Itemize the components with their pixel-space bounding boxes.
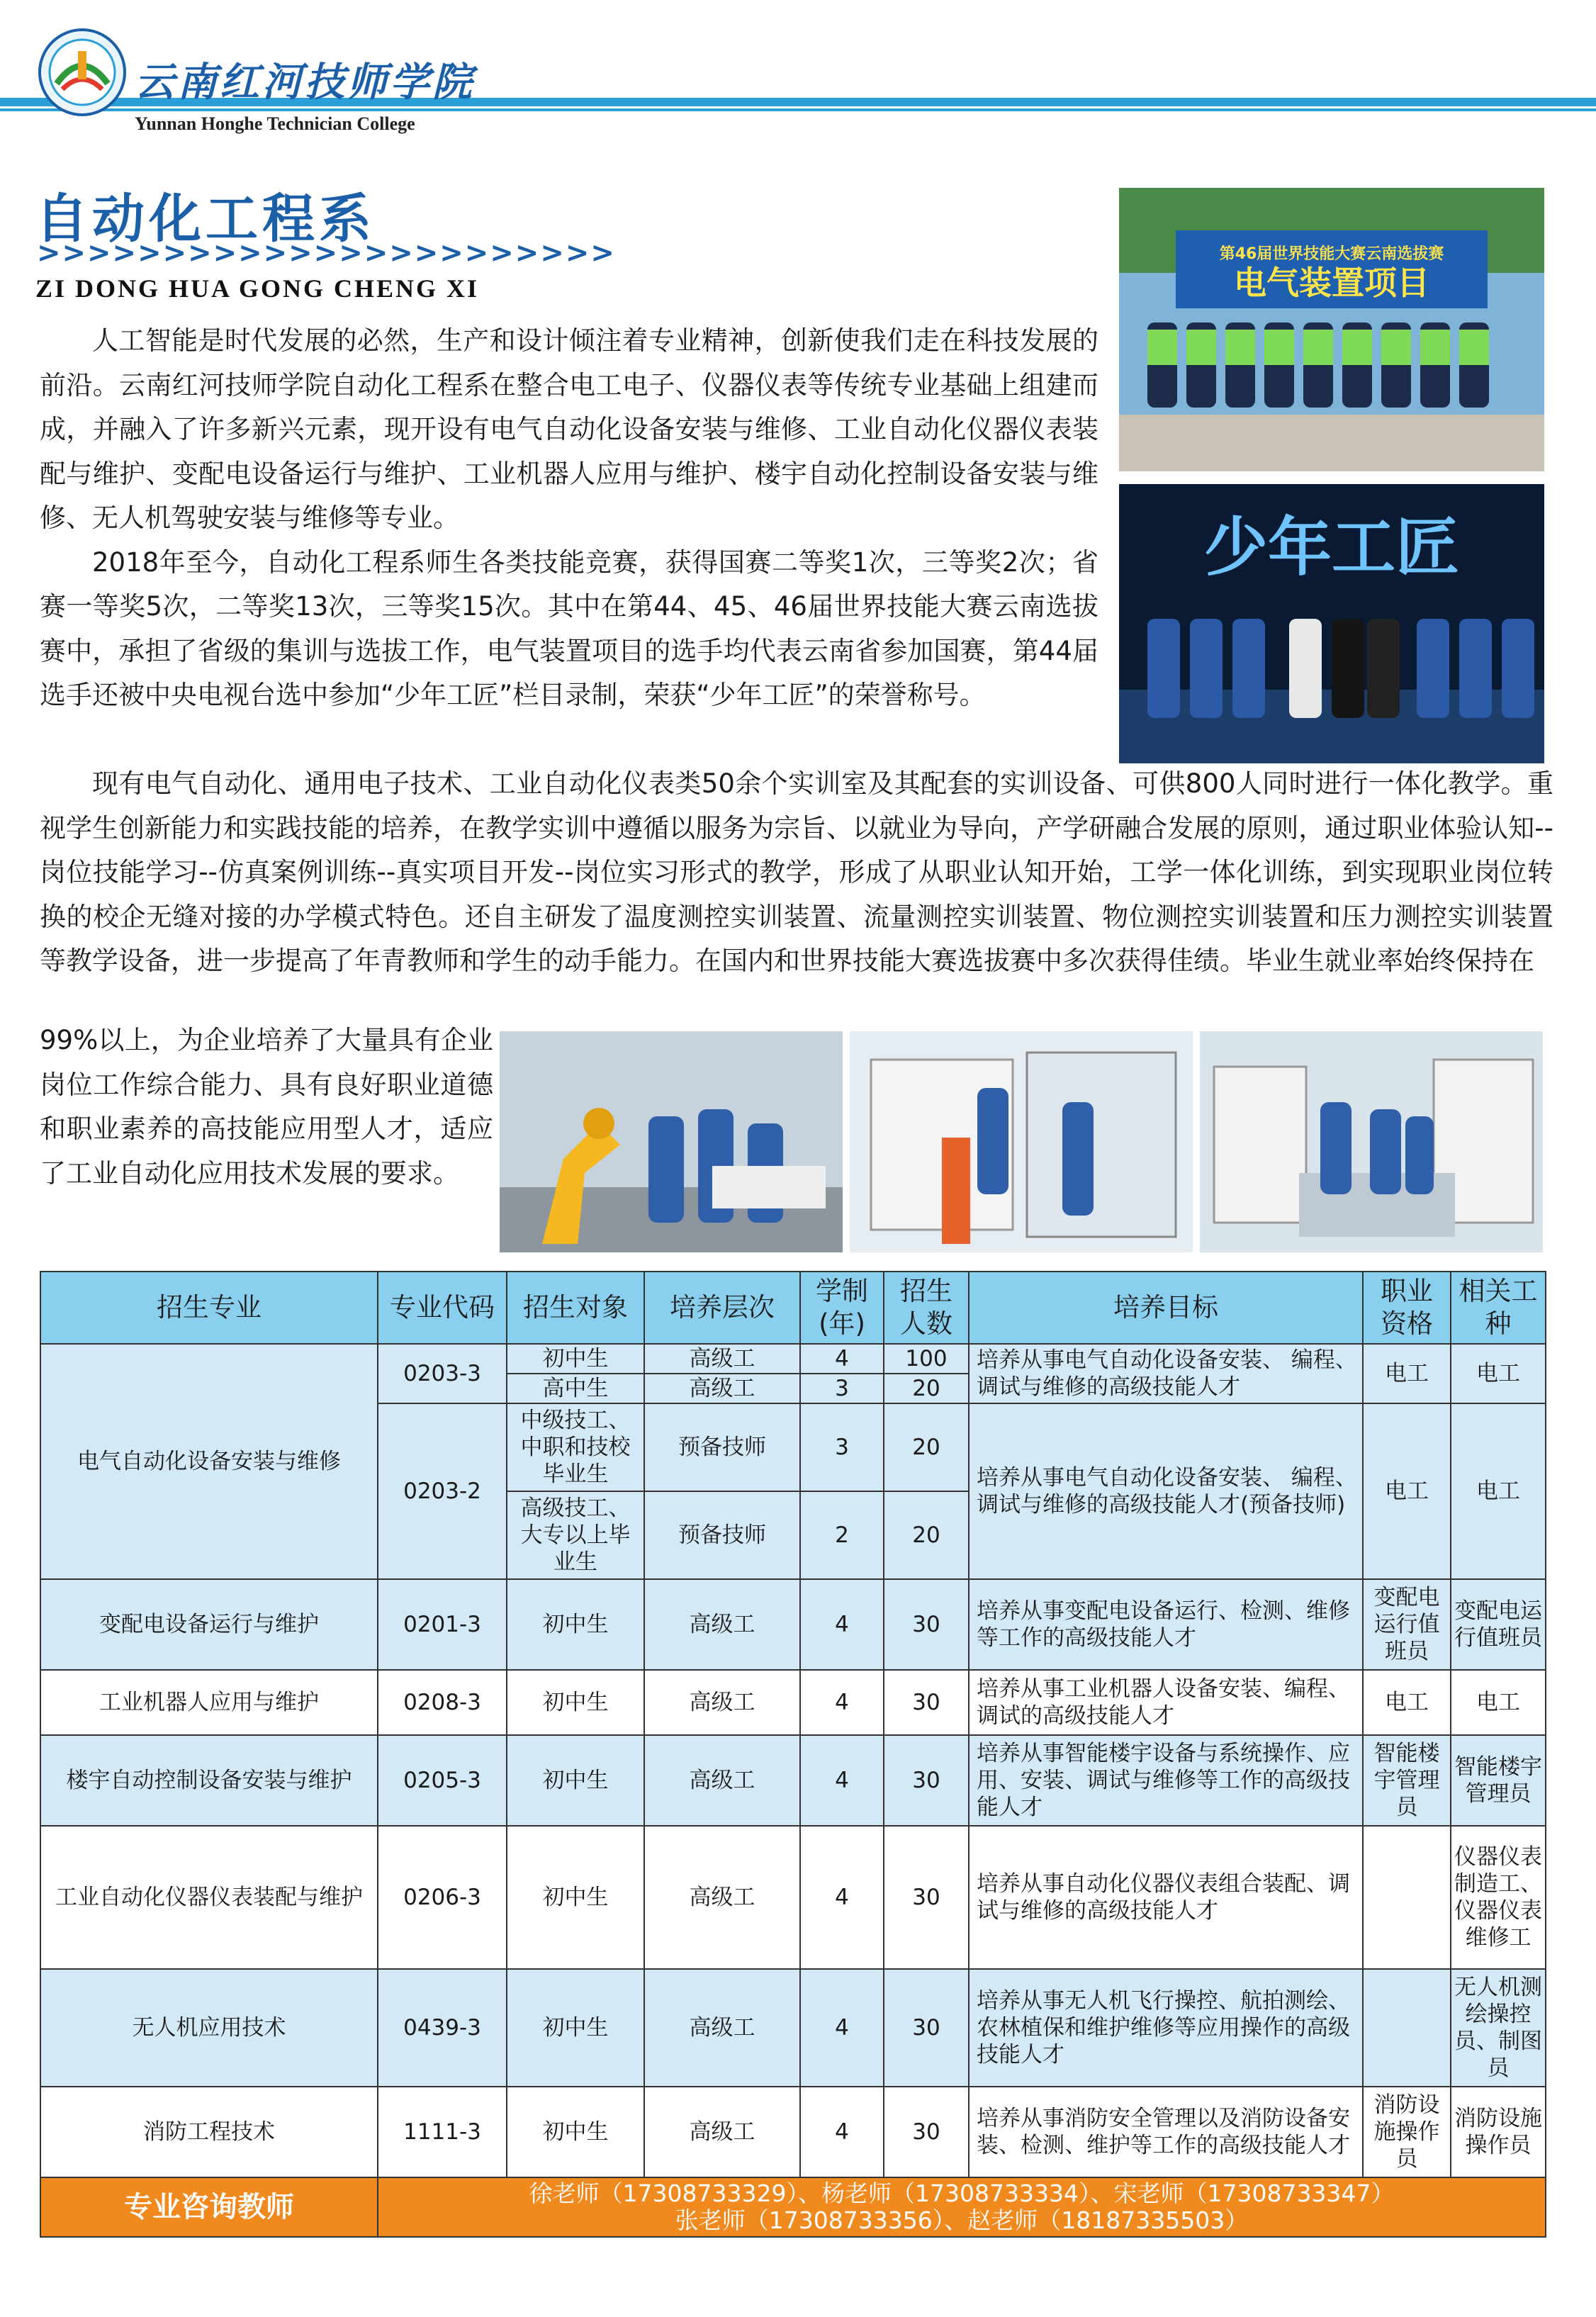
table-row: [40, 1344, 1546, 1374]
contact-label: 专业咨询教师: [40, 2177, 378, 2237]
facilities-section: [40, 762, 1553, 984]
goal-cell: 培养从事消防安全管理以及消防设备安装、检测、维护等工作的高级技能人才: [969, 2087, 1363, 2177]
years-cell: 2: [800, 1491, 884, 1579]
level-cell: 高级工: [644, 1826, 800, 1969]
qualification-cell: 消防设施操作员: [1363, 2087, 1451, 2177]
table-row: [40, 1670, 1546, 1735]
intro-section: [40, 319, 1098, 718]
level-cell: 高级工: [644, 1735, 800, 1826]
qualification-cell: 变配电运行值班员: [1363, 1579, 1451, 1670]
years-cell: 4: [800, 1670, 884, 1735]
target-cell: 中级技工、中职和技校毕业生: [507, 1403, 644, 1491]
target-cell: 高中生: [507, 1374, 644, 1403]
stage-logo: 少年工匠: [1204, 510, 1459, 585]
table-row: [40, 2087, 1546, 2177]
col-code: 专业代码: [378, 1272, 507, 1344]
awards-paragraph: 2018年至今，自动化工程系师生各类技能竞赛，获得国赛二等奖1次，三等奖2次；省赛一等奖5次，二等奖13次，三等奖15次。其中在第44、45、46届世界技能大赛云南选拔赛中，承担了省级的集训与选拔工作，电气装置项目的选手均代表云南省参加国赛，第44届选手还被中央电视台选中参加“少年工匠”栏目录制，荣获“少年工匠”的荣誉称号。: [40, 546, 1098, 710]
department-title: 自动化工程系: [35, 189, 376, 249]
major-cell: 消防工程技术: [40, 2087, 378, 2177]
code-cell: 0439-3: [378, 1969, 507, 2087]
employment-paragraph: 99%以上，为企业培养了大量具有企业岗位工作综合能力、具有良好职业道德和职业素养的高技能应用型人才，适应了工业自动化应用技术发展的要求。: [40, 1025, 493, 1189]
quota-cell: 20: [884, 1491, 969, 1579]
col-years: 学制(年): [800, 1272, 884, 1344]
photo-electrical-panel: [848, 1029, 1195, 1255]
col-level: 培养层次: [644, 1272, 800, 1344]
years-cell: 4: [800, 1826, 884, 1969]
years-cell: 4: [800, 1735, 884, 1826]
code-cell: 0203-2: [378, 1403, 507, 1579]
target-cell: 初中生: [507, 1826, 644, 1969]
qualification-cell: [1363, 1969, 1451, 2087]
table-row: [40, 1969, 1546, 2087]
goal-cell: 培养从事工业机器人设备安装、编程、调试的高级技能人才: [969, 1670, 1363, 1735]
quota-cell: 20: [884, 1403, 969, 1491]
level-cell: 高级工: [644, 1374, 800, 1403]
goal-cell: 培养从事无人机飞行操控、航拍测绘、农林植保和维护维修等应用操作的高级技能人才: [969, 1969, 1363, 2087]
quota-cell: 30: [884, 2087, 969, 2177]
years-cell: 4: [800, 1969, 884, 2087]
level-cell: 高级工: [644, 1579, 800, 1670]
goal-cell: 培养从事自动化仪器仪表组合装配、调试与维修的高级技能人才: [969, 1826, 1363, 1969]
target-cell: 初中生: [507, 1344, 644, 1374]
intro-paragraph: 人工智能是时代发展的必然，生产和设计倾注着专业精神，创新使我们走在科技发展的前沿。云南红河技师学院自动化工程系在整合电工电子、仪器仪表等传统专业基础上组建而成，并融入了许多新兴元素，现开设有电气自动化设备安装与维修、工业自动化仪器仪表装配与维护、变配电设备运行与维护、工业机器人应用与维护、楼宇自动化控制设备安装与维修、无人机驾驶安装与维修等专业。: [40, 325, 1098, 533]
years-cell: 4: [800, 1344, 884, 1374]
table-row: [40, 1826, 1546, 1969]
department-pinyin: ZI DONG HUA GONG CHENG XI: [35, 274, 480, 303]
target-cell: 初中生: [507, 1670, 644, 1735]
jobs-cell: 电工: [1451, 1403, 1546, 1579]
col-quota: 招生人数: [884, 1272, 969, 1344]
qualification-cell: 电工: [1363, 1344, 1451, 1403]
quota-cell: 30: [884, 1969, 969, 2087]
target-cell: 初中生: [507, 2087, 644, 2177]
school-name-cn: 云南红河技师学院: [135, 59, 475, 106]
employment-section: [40, 1019, 493, 1196]
qualification-cell: 智能楼宇管理员: [1363, 1735, 1451, 1826]
quota-cell: 20: [884, 1374, 969, 1403]
target-cell: 初中生: [507, 1735, 644, 1826]
major-cell: 无人机应用技术: [40, 1969, 378, 2087]
jobs-cell: 无人机测绘操控员、制图员: [1451, 1969, 1546, 2087]
major-cell: 楼宇自动控制设备安装与维护: [40, 1735, 378, 1826]
col-jobs: 相关工种: [1451, 1272, 1546, 1344]
quota-cell: 30: [884, 1826, 969, 1969]
major-cell: 工业自动化仪器仪表装配与维护: [40, 1826, 378, 1969]
contact-line-1: 徐老师（17308733329）、杨老师（17308733334）、宋老师（17308733347）: [529, 2179, 1395, 2207]
qualification-cell: 电工: [1363, 1403, 1451, 1579]
goal-cell: 培养从事变配电设备运行、检测、维修等工作的高级技能人才: [969, 1579, 1363, 1670]
qualification-cell: 电工: [1363, 1670, 1451, 1735]
level-cell: 高级工: [644, 1969, 800, 2087]
level-cell: 预备技师: [644, 1403, 800, 1491]
banner-line1: 第46届世界技能大赛云南选拔赛: [1219, 245, 1444, 263]
jobs-cell: 智能楼宇管理员: [1451, 1735, 1546, 1826]
major-cell: 电气自动化设备安装与维修: [40, 1344, 378, 1579]
years-cell: 4: [800, 1579, 884, 1670]
facilities-paragraph: 现有电气自动化、通用电子技术、工业自动化仪表类50余个实训室及其配套的实训设备、可供800人同时进行一体化教学。重视学生创新能力和实践技能的培养，在教学实训中遵循以服务为宗旨、以就业为导向，产学研融合发展的原则，通过职业体验认知--岗位技能学习--仿真案例训练--真实项目开发--岗位实习形式的教学，形成了从职业认知开始，工学一体化训练，到实现职业岗位转换的校企无缝对接的办学模式特色。还自主研发了温度测控实训装置、流量测控实训装置、物位测控实训装置和压力测控实训装置等教学设备，进一步提高了年青教师和学生的动手能力。在国内和世界技能大赛选拔赛中多次获得佳绩。毕业生就业率始终保持在: [40, 768, 1553, 976]
years-cell: 3: [800, 1403, 884, 1491]
target-cell: 高级技工、大专以上毕业生: [507, 1491, 644, 1579]
table-row: [40, 1579, 1546, 1670]
code-cell: 0205-3: [378, 1735, 507, 1826]
contact-line-2: 张老师（17308733356）、赵老师（18187335503）: [675, 2206, 1249, 2234]
school-logo: [37, 27, 128, 118]
quota-cell: 30: [884, 1735, 969, 1826]
level-cell: 高级工: [644, 1344, 800, 1374]
level-cell: 高级工: [644, 1670, 800, 1735]
code-cell: 0208-3: [378, 1670, 507, 1735]
quota-cell: 100: [884, 1344, 969, 1374]
jobs-cell: 变配电运行值班员: [1451, 1579, 1546, 1670]
years-cell: 4: [800, 2087, 884, 2177]
level-cell: 预备技师: [644, 1491, 800, 1579]
jobs-cell: 电工: [1451, 1670, 1546, 1735]
quota-cell: 30: [884, 1579, 969, 1670]
contact-row: [40, 2177, 1546, 2237]
photo-instrument-lab: [1198, 1029, 1545, 1255]
quota-cell: 30: [884, 1670, 969, 1735]
goal-cell: 培养从事智能楼宇设备与系统操作、应用、安装、调试与维修等工作的高级技能人才: [969, 1735, 1363, 1826]
code-cell: 0203-3: [378, 1344, 507, 1403]
col-major: 招生专业: [40, 1272, 378, 1344]
header-band-line: [0, 108, 1596, 111]
years-cell: 3: [800, 1374, 884, 1403]
table-header-row: [40, 1272, 1546, 1344]
jobs-cell: 仪器仪表制造工、仪器仪表维修工: [1451, 1826, 1546, 1969]
code-cell: 0206-3: [378, 1826, 507, 1969]
code-cell: 1111-3: [378, 2087, 507, 2177]
code-cell: 0201-3: [378, 1579, 507, 1670]
col-qualification: 职业资格: [1363, 1272, 1451, 1344]
table-row: [40, 1735, 1546, 1826]
goal-cell: 培养从事电气自动化设备安装、 编程、调试与维修的高级技能人才(预备技师): [969, 1403, 1363, 1579]
qualification-cell: [1363, 1826, 1451, 1969]
photo-tv-stage: [1117, 482, 1546, 765]
school-name-en: Yunnan Honghe Technician College: [135, 113, 415, 134]
major-cell: 工业机器人应用与维护: [40, 1670, 378, 1735]
enrollment-table: [40, 1271, 1546, 2238]
level-cell: 高级工: [644, 2087, 800, 2177]
col-target: 招生对象: [507, 1272, 644, 1344]
col-goal: 培养目标: [969, 1272, 1363, 1344]
banner-line2: 电气装置项目: [1234, 264, 1429, 302]
photo-robot-training: [498, 1029, 845, 1255]
goal-cell: 培养从事电气自动化设备安装、 编程、调试与维修的高级技能人才: [969, 1344, 1363, 1403]
photo-competition-team: [1117, 186, 1546, 473]
title-arrow-decoration: >>>>>>>>>>>>>>>>>>>>>>>: [37, 237, 616, 269]
jobs-cell: 消防设施操作员: [1451, 2087, 1546, 2177]
major-cell: 变配电设备运行与维护: [40, 1579, 378, 1670]
target-cell: 初中生: [507, 1969, 644, 2087]
target-cell: 初中生: [507, 1579, 644, 1670]
contact-list: [378, 2177, 1546, 2237]
jobs-cell: 电工: [1451, 1344, 1546, 1403]
